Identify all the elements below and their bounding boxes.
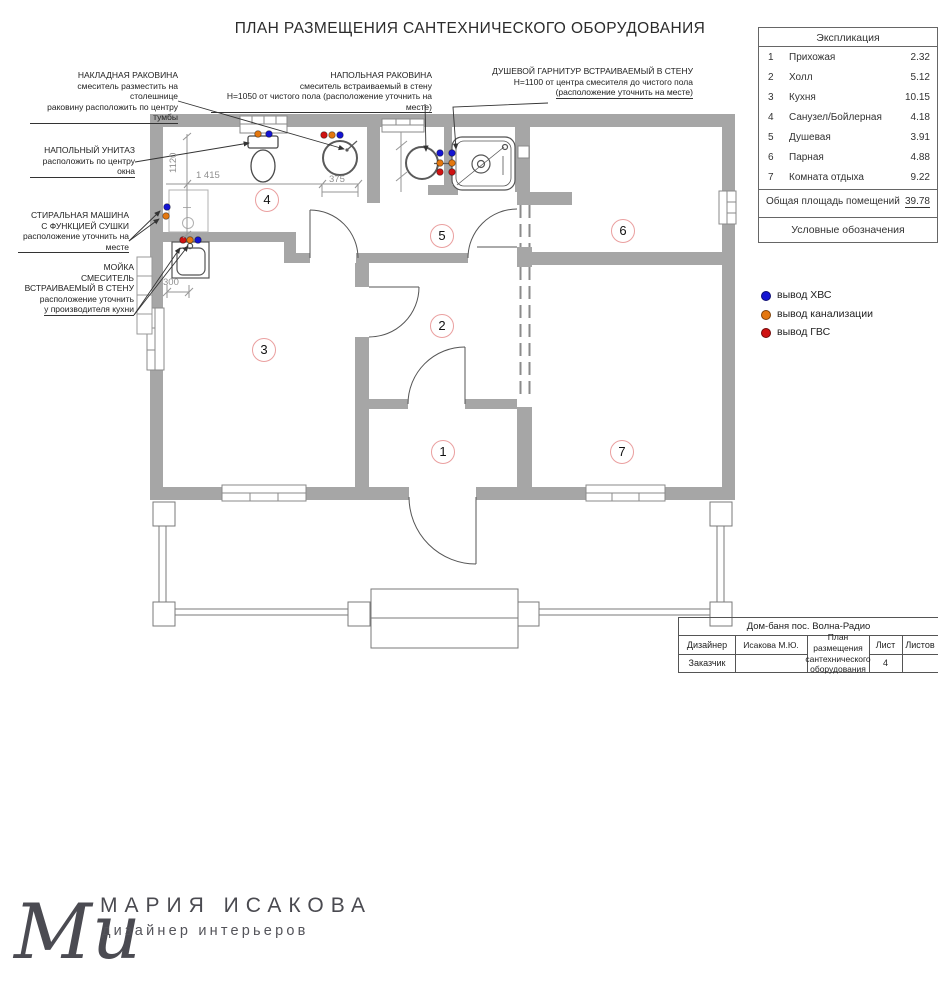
window-bottom-room7	[586, 485, 665, 501]
room-circle-7: 7	[610, 440, 634, 464]
explication-table	[758, 27, 938, 243]
ksink-cold-dot	[195, 237, 202, 244]
room-circle-2: 2	[430, 314, 454, 338]
callout-shower: ДУШЕВОЙ ГАРНИТУР ВСТРАИВАЕМЫЙ В СТЕНУ Н=1100 от центра смесителя до чистого пола (расположение уточнить на месте)	[492, 66, 693, 98]
designer-value: Исакова М.Ю.	[735, 635, 808, 655]
room-circle-1: 1	[431, 440, 455, 464]
toilet-cold-dot	[266, 131, 273, 138]
porch-steps	[371, 589, 518, 648]
sheet-label: Лист	[869, 635, 903, 655]
window-right-parnaya	[719, 191, 736, 224]
callout-countertop-basin: НАКЛАДНАЯ РАКОВИНА смеситель разместить на столешнице раковину расположить по центру тумбы	[30, 70, 178, 124]
title-block	[678, 617, 938, 673]
basin4-cold-dot	[337, 132, 344, 139]
wall-niche	[518, 146, 529, 158]
dashed-partition	[521, 205, 530, 398]
cold-water-dot-icon	[761, 291, 771, 301]
legend	[758, 287, 938, 343]
basin5-cold-dot	[437, 150, 444, 157]
drawing-title: План размещения сантехнического оборудования	[805, 632, 871, 675]
customer-label: Заказчик	[679, 654, 736, 672]
washer-drain-dot	[163, 213, 170, 220]
interior-walls	[163, 127, 722, 487]
table-row: 2 Холл 5.12	[768, 72, 930, 83]
toilet-drain-dot	[255, 131, 262, 138]
table-row: 7 Комната отдыха 9.22	[768, 172, 930, 183]
room-circle-5: 5	[430, 224, 454, 248]
entrance-opening	[409, 487, 476, 500]
callout-pedestal-basin: НАПОЛЬНАЯ РАКОВИНА смеситель встраиваемый в стену Н=1050 от чистого пола (расположение уточнить на месте)	[211, 70, 432, 113]
washing-machine	[169, 190, 208, 232]
table-row: 3 Кухня 10.15	[768, 92, 930, 103]
total-area-label: Общая площадь помещений	[766, 196, 900, 207]
door-room5	[468, 209, 517, 258]
total-area-value: 39.78	[904, 196, 930, 207]
customer-value	[735, 654, 808, 672]
room-circle-4: 4	[255, 188, 279, 212]
ksink-drain-dot	[187, 237, 194, 244]
dimension-1120: 1120	[168, 152, 179, 174]
table-row: 5 Душевая 3.91	[768, 132, 930, 143]
hot-water-dot-icon	[761, 328, 771, 338]
countertop-basin	[323, 141, 357, 175]
shower-tray	[452, 137, 515, 190]
monogram: Ми	[14, 887, 141, 976]
callout-kitchen-sink: МОЙКА СМЕСИТЕЛЬ ВСТРАИВАЕМЫЙ В СТЕНУ расположение уточнить у производителя кухни	[24, 262, 134, 315]
legend-item-gvs: вывод ГВС	[758, 324, 938, 343]
basin5-drain-dot	[437, 160, 444, 167]
table-row: 4 Санузел/Бойлерная 4.18	[768, 112, 930, 123]
window-top-shower	[382, 119, 424, 132]
door-entrance	[409, 497, 476, 564]
basin5-hot-dot	[437, 169, 444, 176]
window-bottom-kitchen	[222, 485, 306, 501]
door-room1	[408, 347, 465, 404]
explication-header: Экспликация	[816, 32, 880, 44]
room-circle-6: 6	[611, 219, 635, 243]
washer-cold-dot	[164, 204, 171, 211]
table-row: 1 Прихожая 2.32	[768, 52, 930, 63]
designer-label: Дизайнер	[679, 635, 736, 655]
dimension-1415: 1 415	[196, 170, 220, 181]
shower-cold-dot	[449, 150, 456, 157]
dimension-375: 375	[329, 174, 345, 185]
table-row: 6 Парная 4.88	[768, 152, 930, 163]
callout-toilet: НАПОЛЬНЫЙ УНИТАЗ расположить по центру окна	[30, 145, 135, 178]
room-circle-3: 3	[252, 338, 276, 362]
door-room4	[310, 210, 358, 258]
shower-hot-dot	[449, 169, 456, 176]
signature-role: дизайнер интерьеров	[102, 923, 309, 939]
toilet	[248, 136, 278, 182]
legend-item-drain: вывод канализации	[758, 306, 938, 325]
drain-dot-icon	[761, 310, 771, 320]
legend-header: Условные обозначения	[791, 224, 905, 236]
project-name: Дом-баня пос. Волна-Радио	[679, 618, 938, 636]
dimension-300: 300	[163, 277, 179, 288]
door-kitchen	[369, 287, 419, 337]
legend-item-hvs: вывод ХВС	[758, 287, 938, 306]
callout-washer: СТИРАЛЬНАЯ МАШИНА С ФУНКЦИЕЙ СУШКИ расположение уточнить на месте	[18, 210, 129, 253]
shower-drain-dot	[449, 160, 456, 167]
basin4-drain-dot	[329, 132, 336, 139]
sheet-number: 4	[869, 654, 903, 672]
sheets-label: Листов	[902, 635, 938, 655]
porch	[153, 502, 732, 648]
signature-name: МАРИЯ ИСАКОВА	[100, 894, 373, 917]
page-title: ПЛАН РАЗМЕЩЕНИЯ САНТЕХНИЧЕСКОГО ОБОРУДОВАНИЯ	[234, 20, 706, 37]
basin4-hot-dot	[321, 132, 328, 139]
